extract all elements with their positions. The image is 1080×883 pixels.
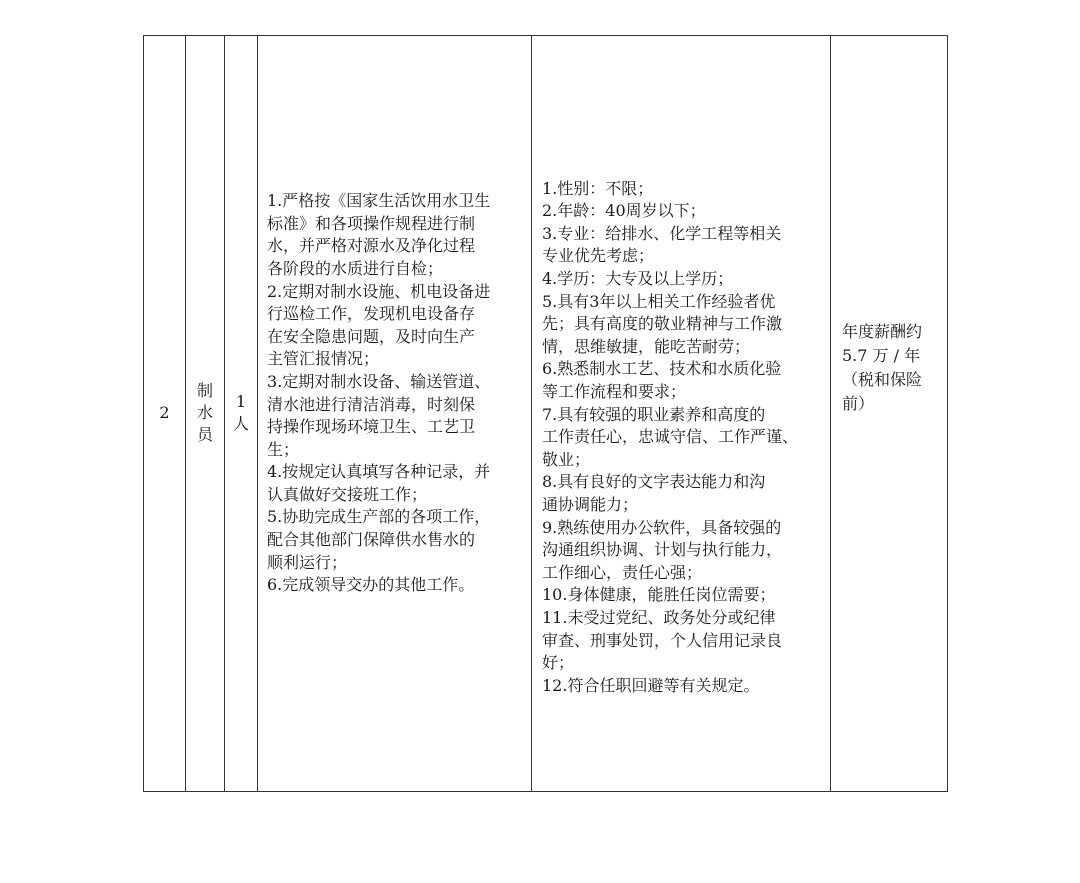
position-name: 制水员 — [196, 381, 213, 445]
salary-line: （税和保险 — [842, 369, 923, 389]
salary-line: 前） — [842, 393, 875, 413]
requirement-line: 通协调能力； — [542, 494, 639, 514]
requirement-line: 好； — [542, 653, 575, 673]
duty-line: 顺利运行； — [267, 552, 348, 572]
row-number: 2 — [159, 403, 170, 423]
duty-line: 标准》和各项操作规程进行制 — [267, 213, 476, 233]
duty-line: 各阶段的水质进行自检； — [267, 258, 444, 278]
requirement-line: 专业优先考虑； — [542, 246, 655, 266]
duty-line: 4.按规定认真填写各种记录，并 — [267, 462, 491, 482]
requirement-line: 先；具有高度的敬业精神与工作激 — [542, 314, 783, 334]
headcount-cell — [225, 36, 258, 792]
requirement-line: 7.具有较强的职业素养和高度的 — [542, 404, 766, 424]
duty-line: 生； — [267, 439, 300, 459]
duty-line: 主管汇报情况； — [267, 349, 380, 369]
requirement-line: 9.熟练使用办公软件，具备较强的 — [542, 517, 782, 537]
duty-line: 5.协助完成生产部的各项工作， — [267, 507, 491, 527]
duty-line: 水，并严格对源水及净化过程 — [267, 236, 476, 256]
requirement-line: 敬业； — [542, 449, 591, 469]
duty-line: 清水池进行清洁消毒，时刻保 — [267, 394, 476, 414]
duties-cell — [258, 36, 532, 792]
requirement-line: 12.符合任职回避等有关规定。 — [542, 675, 760, 695]
recruitment-table-wrapper — [143, 35, 947, 792]
duties-list — [258, 190, 531, 597]
duty-line: 2.定期对制水设施、机电设备进 — [267, 281, 491, 301]
duty-line: 行巡检工作，发现机电设备存 — [267, 304, 476, 324]
requirement-line: 等工作流程和要求； — [542, 382, 687, 402]
requirement-line: 6.熟悉制水工艺、技术和水质化验 — [542, 359, 782, 379]
salary-cell — [831, 36, 948, 792]
requirement-line: 8.具有良好的文字表达能力和沟 — [542, 472, 766, 492]
requirement-line: 1.性别：不限； — [542, 178, 654, 198]
requirements-cell — [532, 36, 831, 792]
requirement-line: 11.未受过党纪、政务处分或纪律 — [542, 607, 776, 627]
row-number-cell — [144, 36, 186, 792]
table-row — [144, 36, 948, 792]
duty-line: 持操作现场环境卫生、工艺卫 — [267, 417, 476, 437]
requirement-line: 5.具有3年以上相关工作经验者优 — [542, 291, 776, 311]
requirement-line: 3.专业：给排水、化学工程等相关 — [542, 223, 782, 243]
requirement-line: 10.身体健康，能胜任岗位需要； — [542, 585, 776, 605]
requirement-line: 情，思维敏捷，能吃苦耐劳； — [542, 336, 751, 356]
requirement-line: 2.年龄：40周岁以下； — [542, 201, 706, 221]
salary-line: 年度薪酬约 — [842, 321, 923, 341]
duty-line: 3.定期对制水设备、输送管道、 — [267, 371, 491, 391]
duty-line: 配合其他部门保障供水售水的 — [267, 530, 476, 550]
requirement-line: 4.学历：大专及以上学历； — [542, 269, 734, 289]
duty-line: 在安全隐患问题，及时向生产 — [267, 326, 476, 346]
duty-line: 6.完成领导交办的其他工作。 — [267, 575, 475, 595]
duty-line: 认真做好交接班工作； — [267, 484, 428, 504]
requirement-line: 工作细心，责任心强； — [542, 562, 703, 582]
requirement-line: 审查、刑事处罚，个人信用记录良 — [542, 630, 783, 650]
recruitment-table — [143, 35, 948, 792]
salary-text — [831, 320, 947, 416]
requirements-list — [532, 178, 830, 698]
requirement-line: 工作责任心，忠诚守信、工作严谨、 — [542, 427, 799, 447]
position-cell — [186, 36, 225, 792]
duty-line: 1.严格按《国家生活饮用水卫生 — [267, 191, 491, 211]
salary-line: 5.7 万 / 年 — [842, 345, 921, 365]
requirement-line: 沟通组织协调、计划与执行能力， — [542, 540, 783, 560]
headcount: 1人 — [232, 392, 249, 434]
